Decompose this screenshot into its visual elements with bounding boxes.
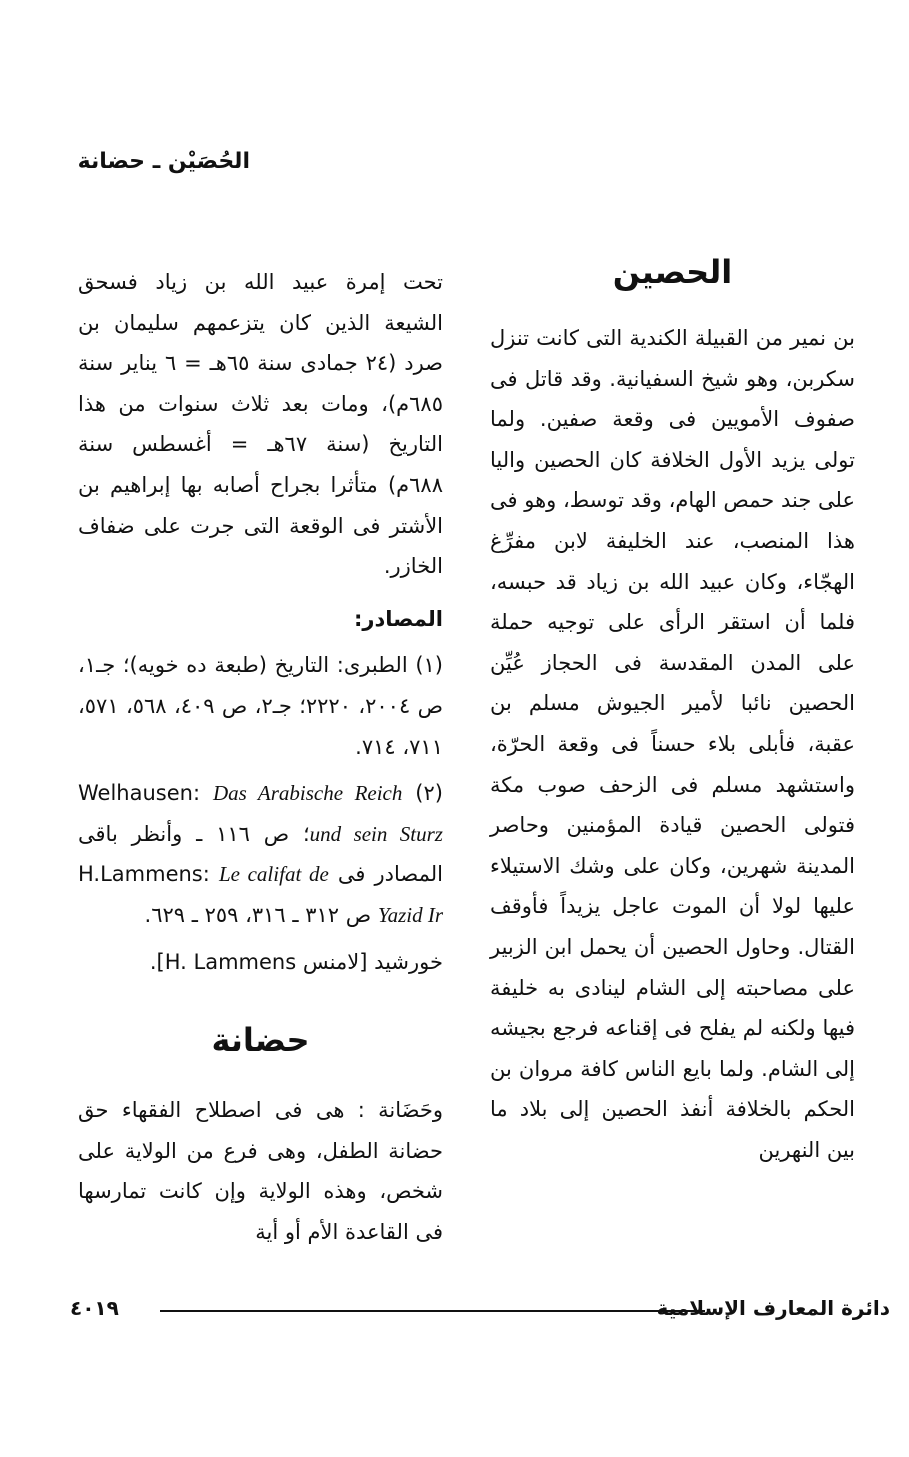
reference-1: (١) الطبرى: التاريخ (طبعة ده خويه)؛ جـ١، ص ٢٠٠٤، ٢٢٢٠؛ جـ٢، ص ٤٠٩، ٥٦٨، ٥٧١، ٧١١، ٧١٤.	[78, 653, 443, 759]
sources-heading: المصادر:	[353, 606, 443, 631]
running-header: الحُصَيْن ـ حضانة	[77, 149, 250, 174]
footer-journal-name: دائرة المعارف الإسلامية	[656, 1296, 890, 1320]
page-footer	[70, 1288, 890, 1328]
ref2-mid: ؛ ص ١١٦ ـ وأنظر باقى المصادر فى H.Lammens:	[78, 821, 444, 887]
article-body-continued: تحت إمرة عبيد الله بن زياد فسحق الشيعة الذين كان يتزعمهم سليمان بن صرد (٢٤ جمادى سنة ٦٥هـ = ٦ يناير سنة ٦٨٥م)، ومات بعد ثلاث سنوات من هذا التاريخ (سنة ٦٧هـ = أغسطس سنة ٦٨٨م) متأثرا بجراح أصابه بها إبراهيم بن الأشتر فى الوقعة التى جرت على ضفاف الخازر.	[78, 270, 443, 579]
ref2-prefix: (٢) Welhausen:	[78, 781, 443, 806]
reference-2	[78, 773, 443, 935]
ref2-book-title-2: Le califat de Yazid Ir	[218, 862, 443, 927]
ref2-suffix: ص ٣١٢ ـ ٣١٦، ٢٥٩ ـ ٦٢٩.	[144, 902, 378, 927]
article-body-husayn: بن نمير من القبيلة الكندية التى كانت تنزل سكربن، وهو شيخ السفيانية. وقد قاتل فى صفوف الأمويين فى وقعة صفين. ولما تولى يزيد الأول الخلافة كان الحصين واليا على جند حمص الهام، وقد توسط، وهو فى هذا المنصب، عند الخليفة لابن مفرِّغ الهجّاء، وكان عبيد الله بن زياد قد حبسه، فلما أن استقر الرأى على توجيه حملة على المدن المقدسة فى الحجاز عُيِّن الحصين نائبا لأمير الجيوش مسلم بن عقبة، فأبلى بلاء حسناً فى وقعة الحرّة، واستشهد مسلم فى الزحف صوب مكة فتولى الحصين قيادة المؤمنين وحاصر المدينة شهرين، وكان على وشك الاستيلاء عليها لولا أن الموت عاجل يزيداً فأوقف القتال. وحاول الحصين أن يحمل ابن الزبير على مصاحبته إلى الشام لينادى به خليفة فيها ولكنه لم يفلح فى إقناعه فرجع بجيشه إلى الشام. ولما بايع الناس كافة مروان بن الحكم بالخلافة أنفذ الحصين إلى بلاد ما بين النهرين	[490, 326, 855, 1162]
article-title-husayn: الحصين	[612, 253, 733, 291]
right-column	[490, 318, 855, 1170]
article-body-hadana: وحَضَانة : هى فى اصطلاح الفقهاء حق حضانة الطفل، وهى فرع من الولاية على شخص، وهذه الولاية وإن كانت تمارسها فى القاعدة الأم أو أية	[78, 1098, 443, 1244]
footer-divider	[160, 1310, 705, 1312]
footer-page-number: ٤٠١٩	[70, 1296, 119, 1320]
left-column	[78, 262, 443, 1252]
article-author: خورشيد [لامنس H. Lammens].	[149, 949, 443, 974]
ref2-book-title: Das Arabische Reich und sein Sturz	[212, 781, 443, 846]
article-title-hadana: حضانة	[211, 1021, 310, 1060]
